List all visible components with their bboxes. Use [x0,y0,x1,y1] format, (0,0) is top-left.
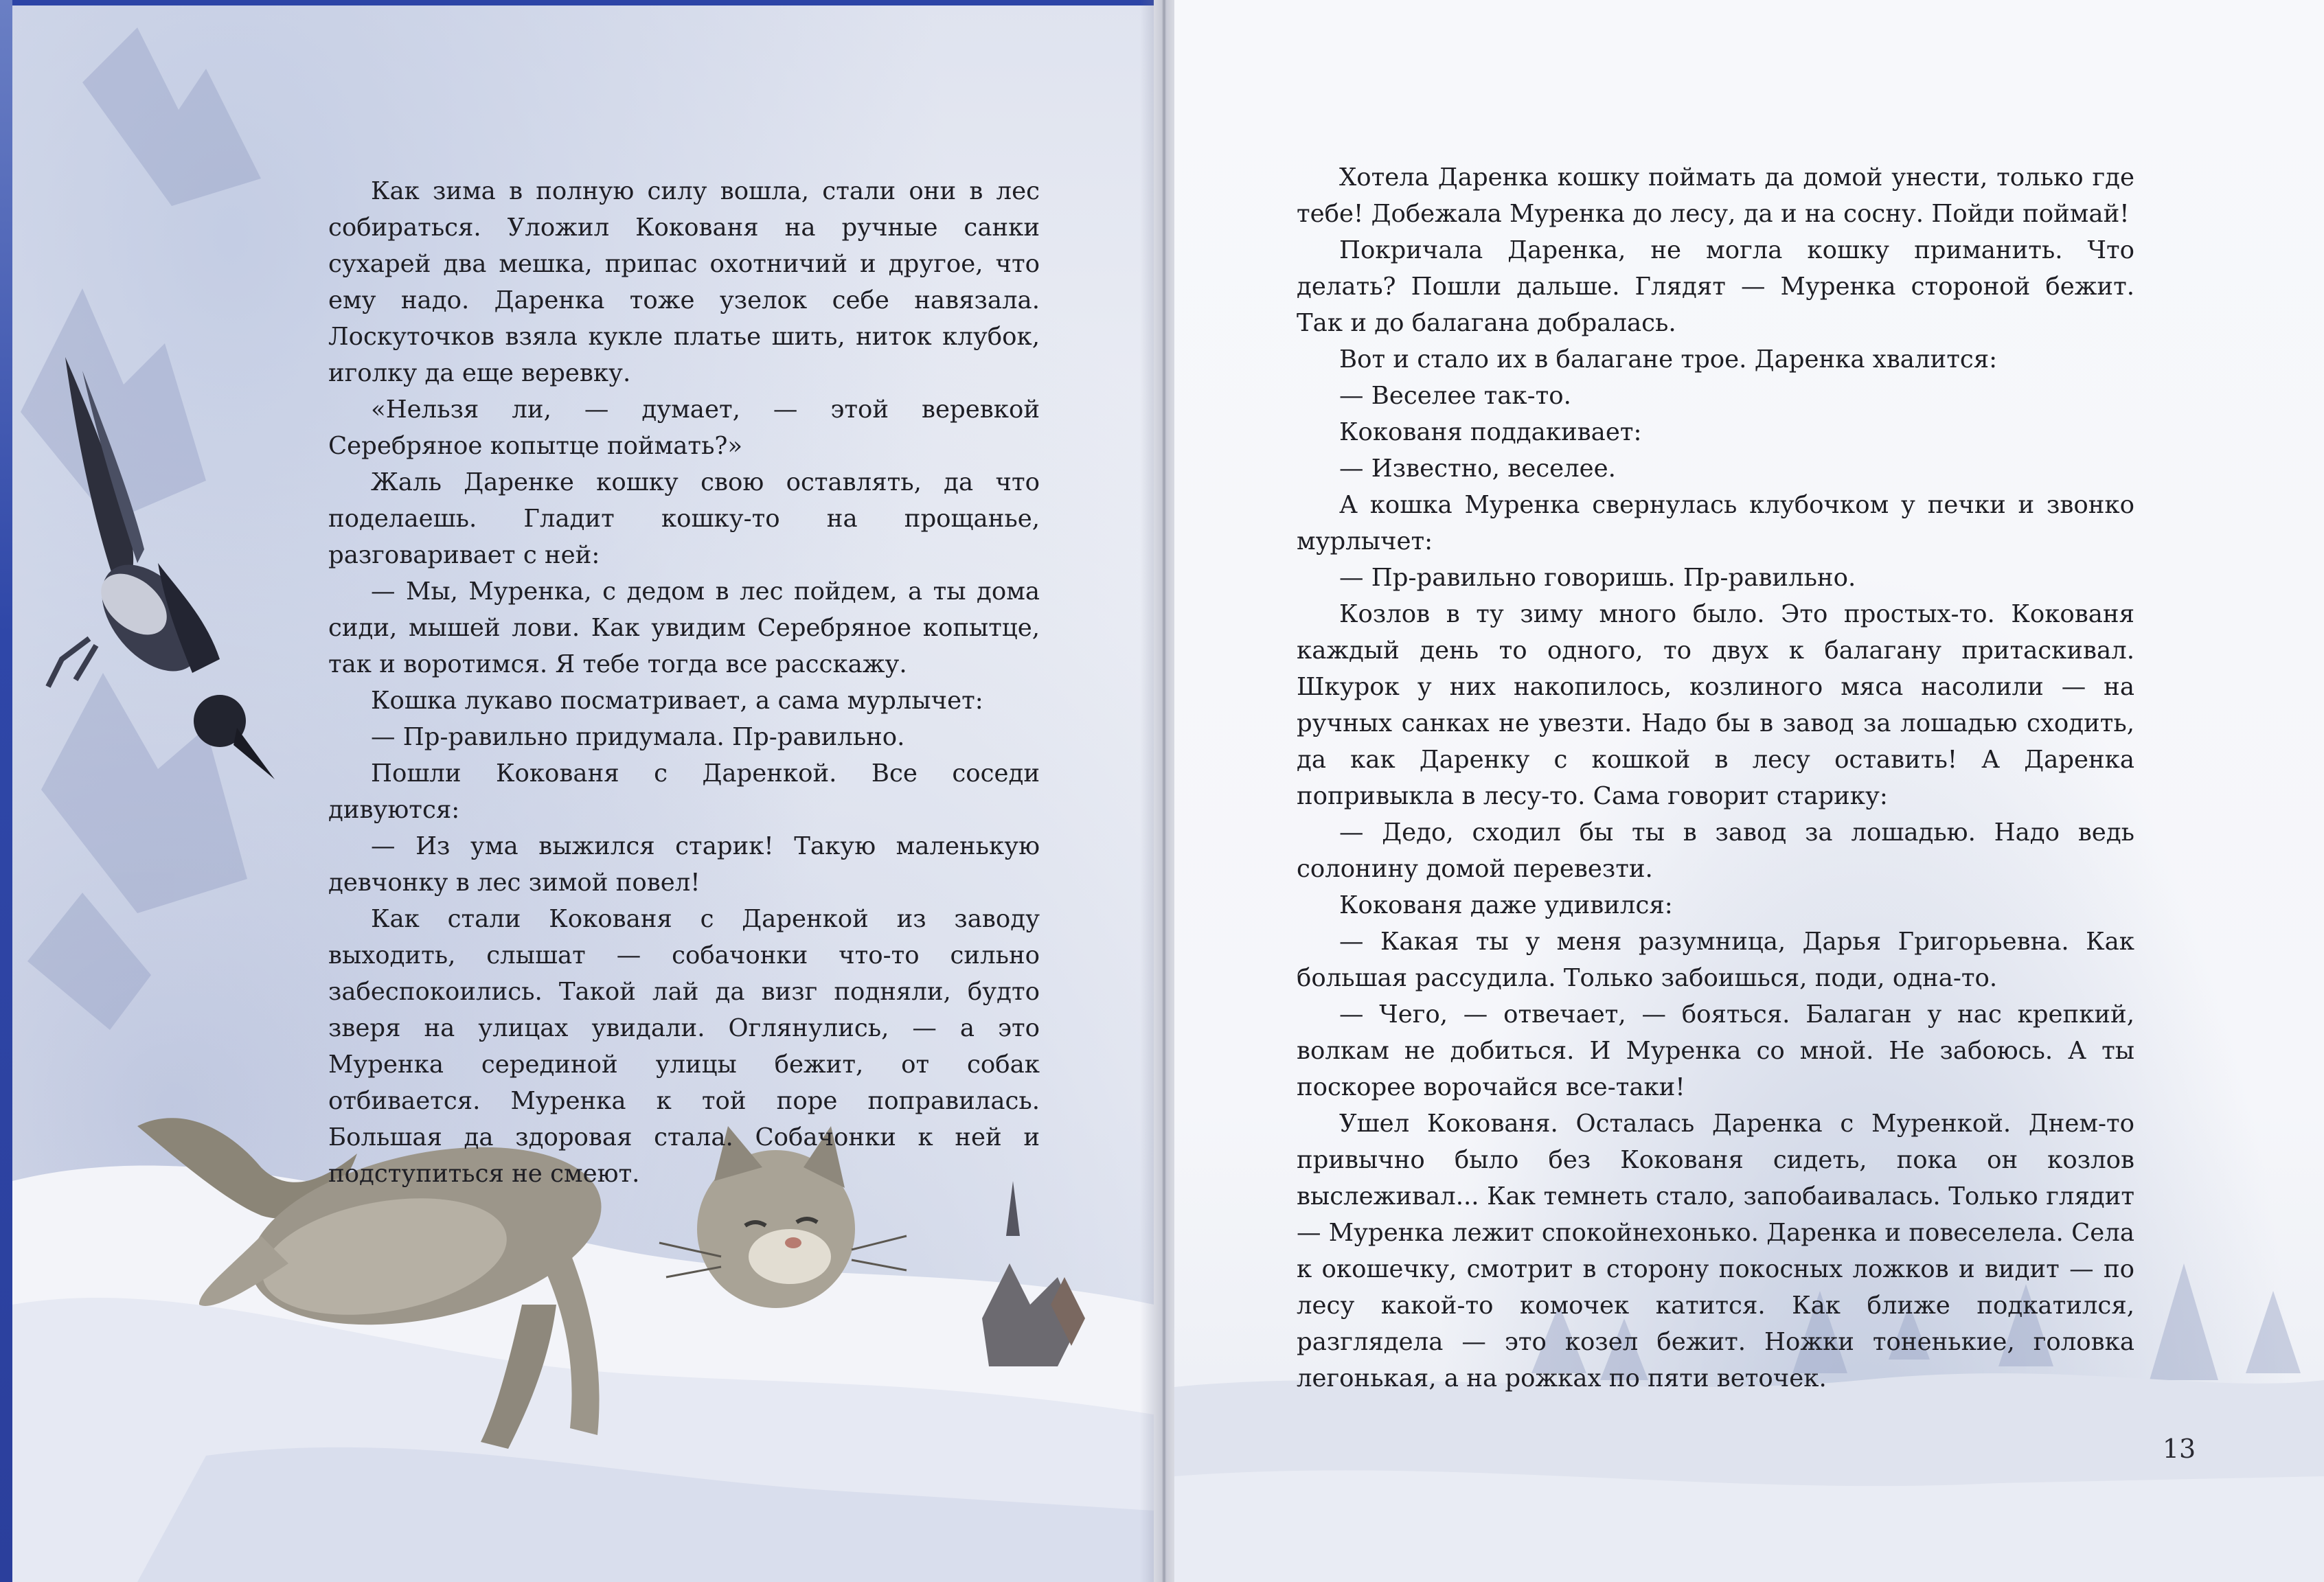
left-page-text [328,173,1040,1192]
paragraph: — Какая ты у меня разумница, Дарья Григорьевна. Как большая рассудила. Только забоишься, поди, одна-то. [1297,928,2134,992]
paragraph: — Веселее так-то. [1339,382,1571,410]
paragraph: Вот и стало их в балагане трое. Даренка хвалится: [1339,345,1998,374]
paragraph: Хотела Даренка кошку поймать да домой унести, только где тебе! Добежала Муренка до лесу, да и на сосну. Пойди поймай! [1297,163,2134,228]
paragraph: Жаль Даренке кошку свою оставлять, да что поделаешь. Гладит кошку-то на прощанье, разговаривает с ней: [328,468,1040,569]
paragraph: Пошли Кокованя с Даренкой. Все соседи дивуются: [328,759,1040,824]
village-houses [982,1181,1085,1366]
snowy-trees [21,27,261,1030]
paragraph: Покричала Даренка, не могла кошку приманить. Что делать? Пошли дальше. Глядят — Муренка стороной бежит. Так и до балагана добралась. [1297,236,2134,337]
paragraph: Как стали Кокованя с Даренкой из заводу выходить, слышат — собачонки что-то сильно забеспокоились. Такой лай да визг подняли, будто зверя на улицах увидали. Оглянулись, — а это Муренка серединой улицы бежит, от собак отбивается. Муренка к той поре поправилась. Большая да здоровая стала. Собачонки к ней и подступиться не смеют. [328,905,1040,1188]
paragraph: — Известно, веселее. [1339,455,1616,483]
paragraph: — Мы, Муренка, с дедом в лес пойдем, а ты дома сиди, мышей лови. Как увидим Серебряное копытце, так и воротимся. Я тебе тогда все расскажу. [328,577,1040,678]
paragraph: — Чего, — отвечает, — бояться. Балаган у нас крепкий, волкам не добиться. И Муренка со мной. Не забоюсь. А ты поскорее ворочайся все-таки! [1297,1000,2134,1101]
page-number: 13 [2162,1434,2196,1464]
paragraph: — Пр-равильно придумала. Пр-равильно. [371,723,905,751]
paragraph: Козлов в ту зиму много было. Это простых-то. Кокованя каждый день то одного, то двух к балагану притаскивал. Шкурок у них накопилось, козлиного мяса насолили — на ручных санках не увезти. Надо бы в завод за лошадью сходить, да как Даренку с кошкой в лесу оставить! А Даренка попривыкла в лесу-то. Сама говорит старику: [1297,600,2134,810]
paragraph: А кошка Муренка свернулась клубочком у печки и звонко мурлычет: [1297,491,2134,555]
paragraph: — Дедо, сходил бы ты в завод за лошадью. Надо ведь солонину домой перевезти. [1297,818,2134,883]
paragraph: — Из ума выжился старик! Такую маленькую девчонку в лес зимой повел! [328,832,1040,897]
paragraph: Кокованя даже удивился: [1339,891,1673,919]
paragraph: Кокованя поддакивает: [1339,418,1642,446]
left-page [0,0,1154,1582]
right-page [1174,0,2324,1582]
paragraph: Кошка лукаво посматривает, а сама мурлычет: [371,687,983,715]
paragraph: Как зима в полную силу вошла, стали они в лес собираться. Уложил Кокованя на ручные санки сухарей два мешка, припас охотничий и другое, что ему надо. Даренка тоже узелок себе навязала. Лоскуточков взяла кукле платье шить, ниток клубок, иголку да еще веревку. [328,177,1040,387]
right-page-text [1297,159,2134,1397]
paragraph: «Нельзя ли, — думает, — этой веревкой Серебряное копытце поймать?» [328,396,1040,460]
paragraph: — Пр-равильно говоришь. Пр-равильно. [1339,564,1856,592]
paragraph: Ушел Кокованя. Осталась Даренка с Муренкой. Днем-то привычно было без Кокованя сидеть, пока он козлов выслеживал... Как темнеть стало, запобаивалась. Только глядит — Муренка лежит спокойнехонько. Даренка и повеселела. Села к окошечку, смотрит в сторону покосных ложков и видит — по лесу какой-то комочек катится. Как ближе подкатился, разглядела — это козел бежит. Ножки тоненькие, головка легонькая, а на рожках по пяти веточек. [1297,1110,2134,1392]
